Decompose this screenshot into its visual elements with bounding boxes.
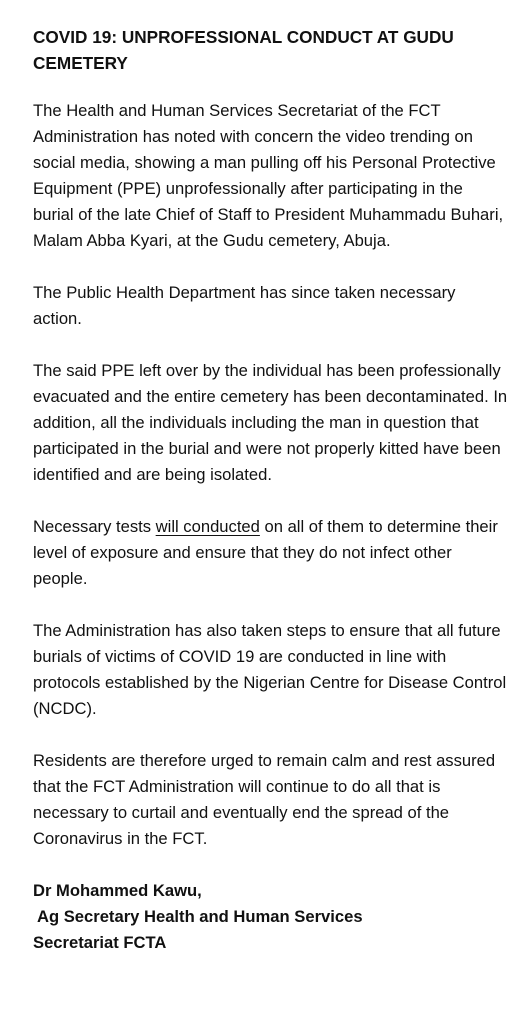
signatory-title: Ag Secretary Health and Human Services <box>33 907 363 926</box>
paragraph-necessary-tests <box>33 514 508 592</box>
paragraph-public-health-action: The Public Health Department has since taken necessary action. <box>33 283 456 328</box>
document-title: COVID 19: UNPROFESSIONAL CONDUCT AT GUDU CEMETERY <box>33 27 454 73</box>
tests-text-before: Necessary tests <box>33 517 156 536</box>
paragraph-residents-urged: Residents are therefore urged to remain calm and rest assured that the FCT Administration will continue to do all that is necessary to curtail and eventually end the spread of the Coronavirus in the FCT. <box>33 751 496 848</box>
signatory-name: Dr Mohammed Kawu, <box>33 881 202 900</box>
paragraph-decontamination: The said PPE left over by the individual has been professionally evacuated and the entire cemetery has been decontaminated. In addition, all the individuals including the man in question that participated in the burial and were not properly kitted have been identified and are being isolated. <box>33 361 508 484</box>
signatory-organization: Secretariat FCTA <box>33 933 167 952</box>
tests-text-after: on all of them to determine their level of exposure and ensure that they do not infect other people. <box>33 517 498 588</box>
paragraph-burial-protocols: The Administration has also taken steps to ensure that all future burials of victims of COVID 19 are conducted in line with protocols established by the Nigerian Centre for Disease Control (NCDC). <box>33 621 507 718</box>
underlined-phrase: will conducted <box>155 517 260 536</box>
paragraph-health-secretariat-notice: The Health and Human Services Secretariat of the FCT Administration has noted with concern the video trending on social media, showing a man pulling off his Personal Protective Equipment (PPE) unprofessionally after participating in the burial of the late Chief of Staff to President Muhammadu Buhari, Malam Abba Kyari, at the Gudu cemetery, Abuja. <box>33 101 504 250</box>
signature-block <box>33 878 508 956</box>
